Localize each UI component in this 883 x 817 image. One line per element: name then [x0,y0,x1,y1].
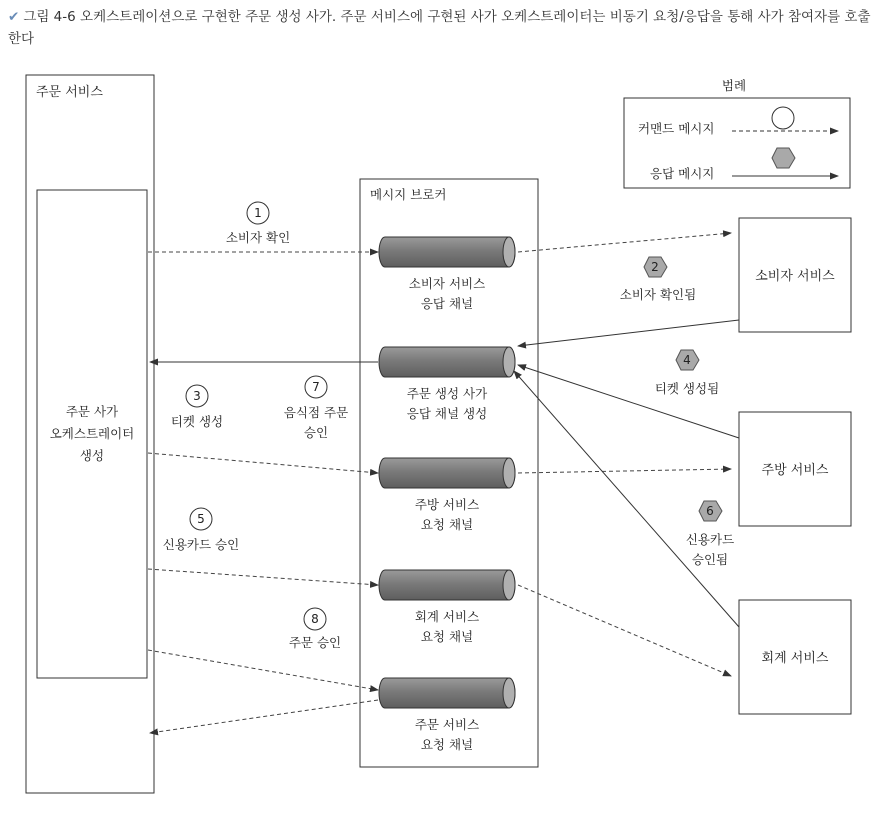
channel-order-request-label-1: 주문 서비스 [414,717,480,732]
step-2-number: 2 [651,260,659,274]
arrow-create-ticket [148,453,378,473]
step-3-number: 3 [193,389,201,403]
step-8-label: 주문 승인 [288,635,342,650]
step-5-number: 5 [197,512,205,526]
channel-kitchen-request-label-2: 요청 채널 [420,517,474,532]
arrow-ticket-created [518,365,739,438]
arrow-consumer-verified [518,320,739,346]
orchestrator-label-1: 주문 사가 [65,404,119,419]
step-7-label-1: 음식점 주문 [283,405,349,420]
step-6-label-1: 신용카드 [685,532,735,547]
step-4-label: 티켓 생성됨 [654,381,720,396]
step-3-label: 티켓 생성 [170,414,224,429]
legend-command-label: 커맨드 메시지 [638,121,715,136]
orchestrator-label-3: 생성 [79,448,105,463]
channel-consumer-reply-label-2: 응답 채널 [420,296,474,311]
arrow-to-consumer-service [518,233,731,252]
channel-saga-reply-label-2: 응답 채널 생성 [406,406,488,421]
checkmark-icon: ✔ [8,9,20,25]
arrow-to-kitchen-service [518,469,731,473]
step-6-label-2: 승인됨 [691,552,729,567]
consumer-service-label: 소비자 서비스 [755,269,835,284]
channel-accounting-request [379,570,515,600]
channel-order-request [379,678,515,708]
step-6-number: 6 [706,504,714,518]
command-circle-icon [772,107,794,129]
arrow-order-request-to-orchestrator [150,700,378,733]
legend-reply-label: 응답 메시지 [650,166,715,181]
kitchen-service-label: 주방 서비스 [761,463,829,478]
order-service-title: 주문 서비스 [36,85,103,100]
step-5-label: 신용카드 승인 [162,537,240,552]
accounting-service-label: 회계 서비스 [761,651,829,666]
step-7-number: 7 [312,380,320,394]
channel-accounting-request-label-2: 요청 채널 [420,629,474,644]
arrow-to-accounting-service [518,585,731,676]
channel-accounting-request-label-1: 회계 서비스 [414,609,480,624]
caption-text: 그림 4-6 오케스트레이션으로 구현한 주문 생성 사가. 주문 서비스에 구현된 사가 오케스트레이터는 비동기 요청/응답을 통해 사가 참여자를 호출한다 [8,9,871,47]
step-1-number: 1 [254,206,262,220]
step-2-label: 소비자 확인됨 [619,287,697,302]
step-8-number: 8 [311,612,319,626]
channel-kitchen-request-label-1: 주방 서비스 [414,497,480,512]
channel-saga-reply [379,347,515,377]
step-1-label: 소비자 확인 [225,230,291,245]
channel-order-request-label-2: 요청 채널 [420,737,474,752]
arrow-authorize-card [148,569,378,585]
arrow-approve-order [148,650,378,690]
channel-consumer-reply-label-1: 소비자 서비스 [408,276,486,291]
arrow-card-authorized [514,371,739,627]
step-4-number: 4 [683,353,691,367]
channel-saga-reply-label-1: 주문 생성 사가 [406,386,488,401]
channel-kitchen-request [379,458,515,488]
orchestrator-label-2: 오케스트레이터 [49,426,135,441]
message-broker-title: 메시지 브로커 [370,187,447,202]
legend-title: 범례 [721,78,747,93]
channel-consumer-reply [379,237,515,267]
step-7-label-2: 승인 [303,425,329,440]
